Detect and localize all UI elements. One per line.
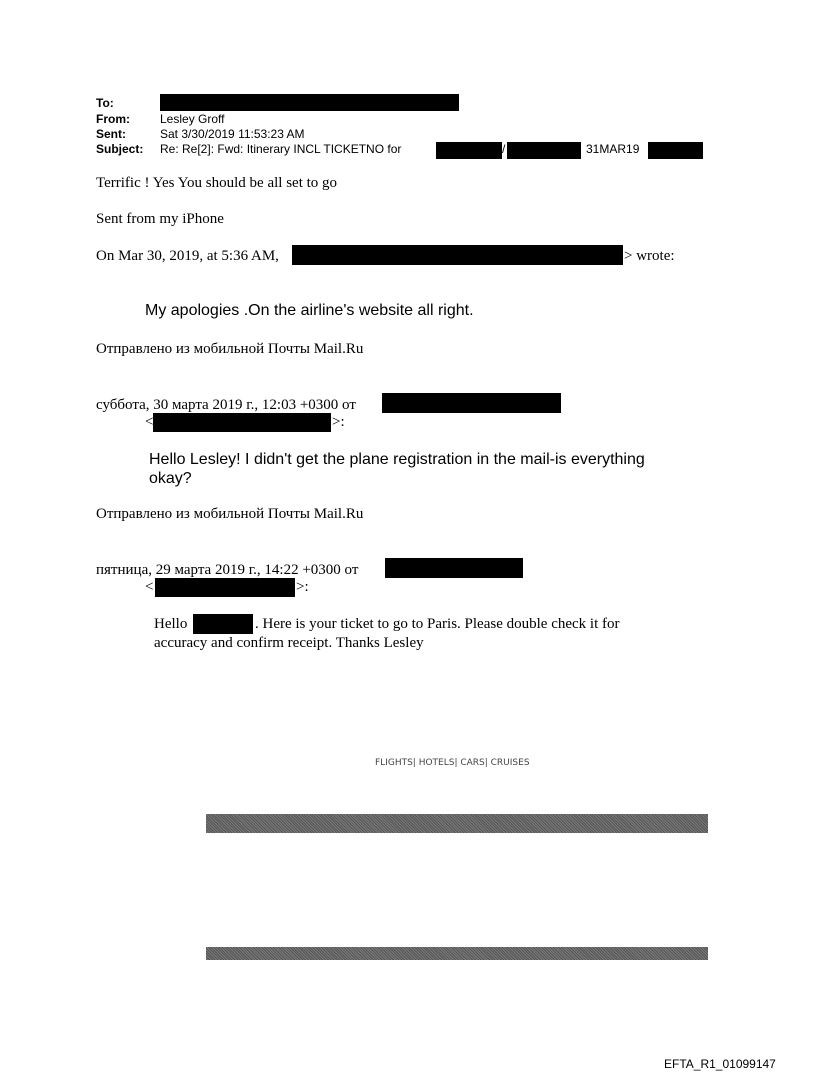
mailru-signature-2: Отправлено из мобильной Почты Mail.Ru (96, 506, 364, 522)
redaction-sender-2 (385, 558, 523, 578)
hello-message: Hello Lesley! I didn't get the plane registration in the mail-is everything okay? (149, 451, 645, 487)
redaction-sender (292, 245, 623, 265)
from-label: From: (96, 112, 130, 126)
banner-bar-bottom (206, 947, 708, 960)
banner-bar-top (206, 814, 708, 833)
hello-word: Hello (154, 616, 188, 632)
redaction-subject-1 (436, 142, 502, 159)
ticket-message-line1: . Here is your ticket to go to Paris. Please double check it for (255, 616, 620, 632)
to-label: To: (96, 96, 114, 110)
redaction-subject-3 (648, 142, 703, 159)
sent-label: Sent: (96, 127, 126, 141)
subject-value: Re: Re[2]: Fwd: Itinerary INCL TICKETNO for (160, 142, 402, 156)
from-value: Lesley Groff (160, 112, 225, 126)
bracket-close-1: >: (332, 414, 345, 430)
redaction-subject-2 (507, 142, 581, 159)
bracket-open-2: < (145, 579, 154, 595)
document-id: EFTA_R1_01099147 (664, 1057, 776, 1071)
bracket-close-2: >: (296, 579, 309, 595)
signature: Sent from my iPhone (96, 211, 224, 227)
redaction-sender-1 (382, 393, 561, 413)
quote-intro-end: > wrote: (624, 248, 675, 264)
redaction-to (160, 94, 459, 111)
redaction-email-1 (153, 413, 331, 432)
date-line-2: пятница, 29 марта 2019 г., 14:22 +0300 от (96, 562, 359, 578)
sent-value: Sat 3/30/2019 11:53:23 AM (160, 127, 305, 141)
subject-date: 31MAR19 (586, 142, 640, 156)
quote-intro: On Mar 30, 2019, at 5:36 AM, (96, 248, 279, 264)
bracket-open-1: < (145, 414, 154, 430)
nav-links: FLIGHTS| HOTELS| CARS| CRUISES (375, 758, 530, 768)
redaction-email-2 (155, 578, 295, 597)
ticket-message-line2: accuracy and confirm receipt. Thanks Lesley (154, 635, 424, 651)
reply-text: Terrific ! Yes You should be all set to go (96, 175, 338, 191)
subject-slash: / (502, 142, 506, 156)
subject-label: Subject: (96, 142, 144, 156)
date-line-1: суббота, 30 марта 2019 г., 12:03 +0300 от (96, 397, 356, 413)
mailru-signature-1: Отправлено из мобильной Почты Mail.Ru (96, 341, 364, 357)
redaction-recipient-name (193, 614, 253, 634)
apology-message: My apologies .On the airline's website all right. (145, 302, 474, 319)
